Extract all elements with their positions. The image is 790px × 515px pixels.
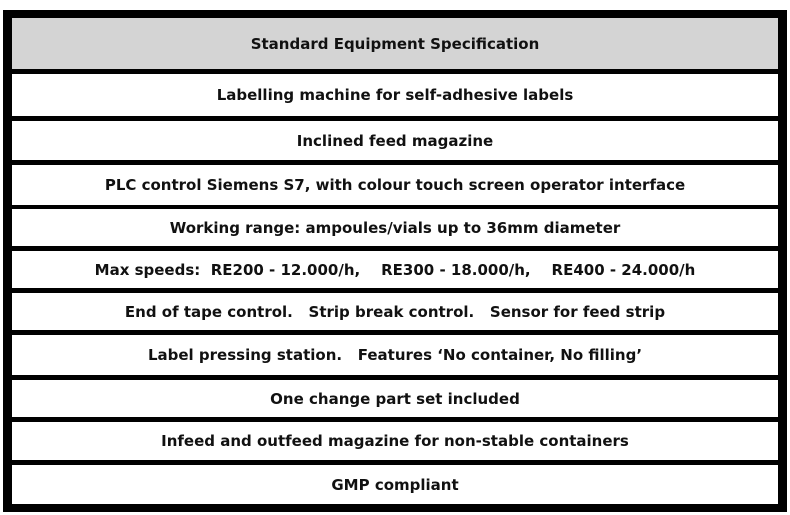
spec-table <box>3 10 787 512</box>
table-row: One change part set included <box>12 380 778 417</box>
table-row: Max speeds: RE200 - 12.000/h, RE300 - 18.000/h, RE400 - 24.000/h <box>12 251 778 288</box>
table-row: Label pressing station. Features ‘No container, No filling’ <box>12 335 778 375</box>
table-row: Working range: ampoules/vials up to 36mm diameter <box>12 209 778 246</box>
table-header: Standard Equipment Specification <box>12 18 778 69</box>
table-row: GMP compliant <box>12 465 778 504</box>
table-row: Infeed and outfeed magazine for non-stable containers <box>12 422 778 460</box>
table-row: End of tape control. Strip break control. Sensor for feed strip <box>12 293 778 330</box>
table-row: Inclined feed magazine <box>12 121 778 160</box>
table-row: PLC control Siemens S7, with colour touch screen operator interface <box>12 165 778 205</box>
table-row: Labelling machine for self-adhesive labels <box>12 74 778 116</box>
